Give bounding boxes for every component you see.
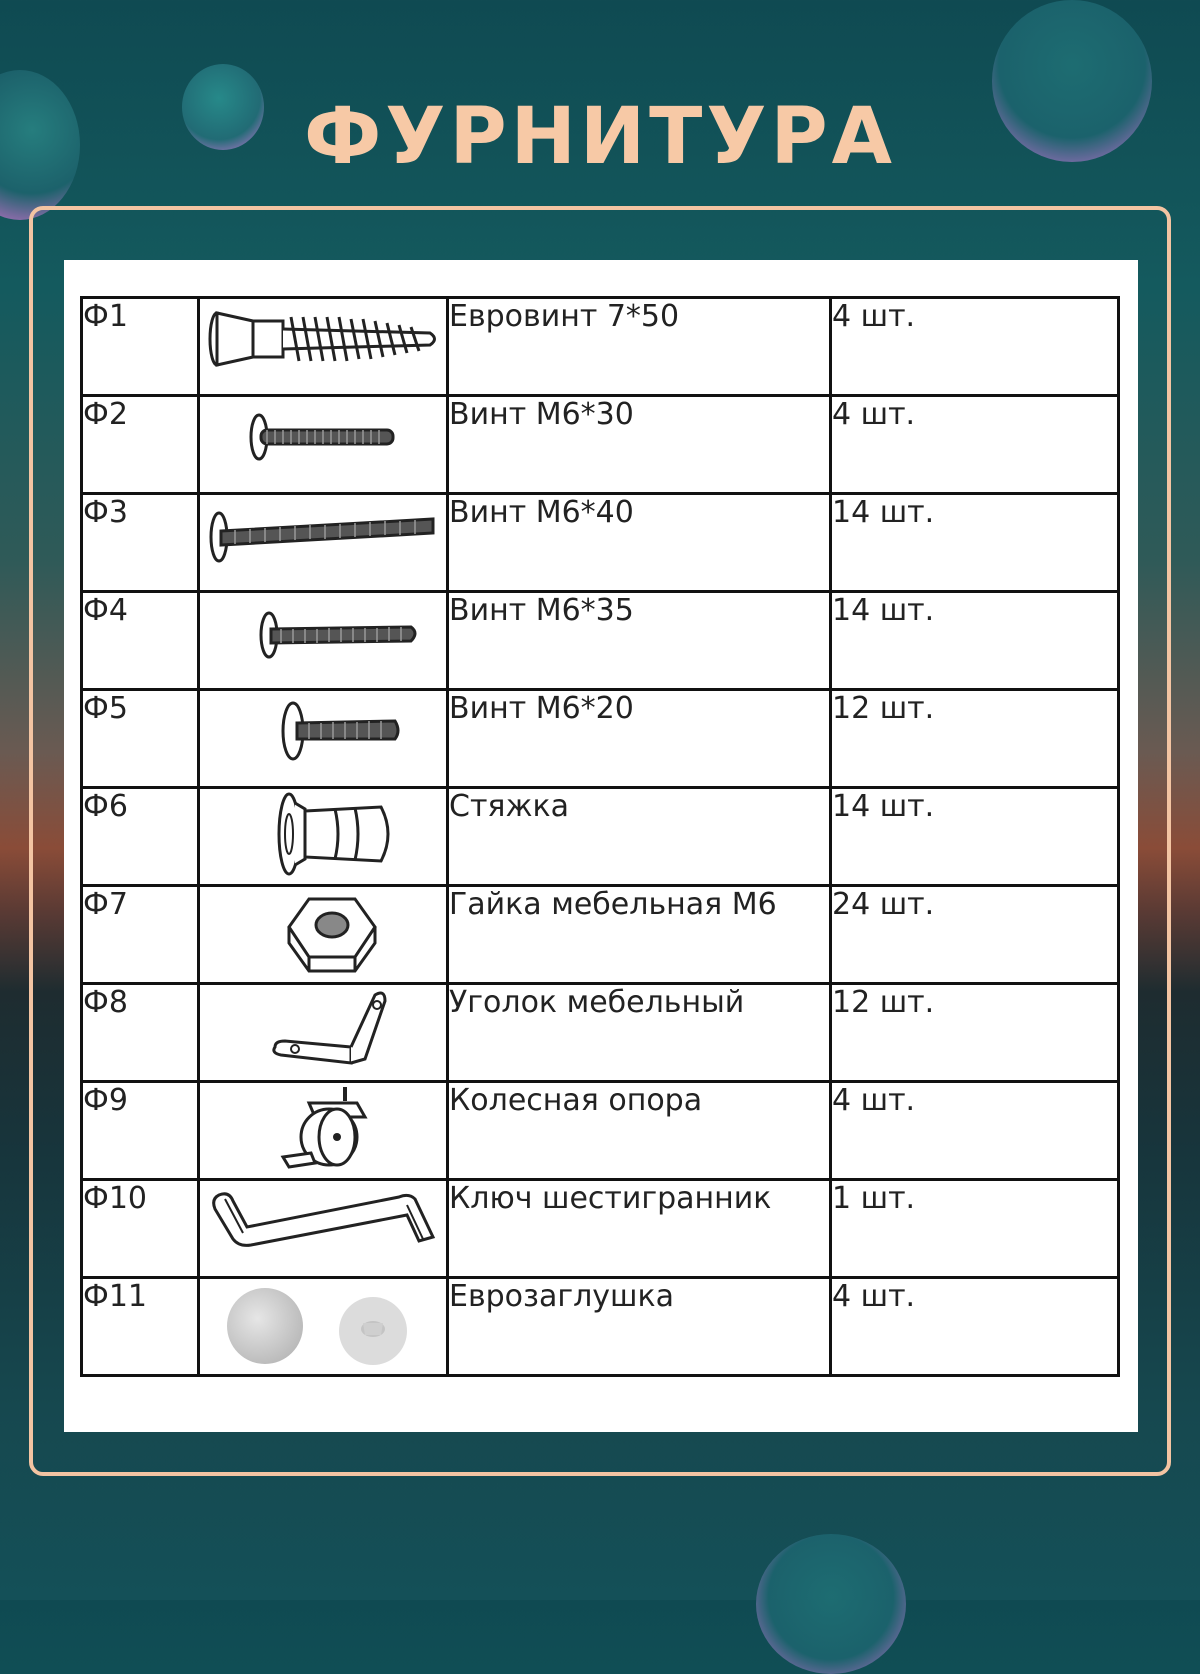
eurovint-icon xyxy=(205,299,441,379)
table-row xyxy=(82,298,1119,396)
part-qty: 14 шт. xyxy=(831,788,1119,886)
part-qty: 14 шт. xyxy=(831,494,1119,592)
part-name: Стяжка xyxy=(448,788,831,886)
part-qty: 14 шт. xyxy=(831,592,1119,690)
screw-short-icon xyxy=(205,691,441,771)
table-row xyxy=(82,1278,1119,1376)
table-row xyxy=(82,886,1119,984)
screw-icon xyxy=(205,397,441,477)
part-code: Ф4 xyxy=(82,592,199,690)
part-name: Винт М6*35 xyxy=(448,592,831,690)
part-qty: 12 шт. xyxy=(831,984,1119,1082)
part-qty: 4 шт. xyxy=(831,1082,1119,1180)
part-qty: 4 шт. xyxy=(831,1278,1119,1376)
table-row xyxy=(82,396,1119,494)
part-qty: 4 шт. xyxy=(831,396,1119,494)
parts-sheet xyxy=(64,260,1138,1432)
part-name: Гайка мебельная М6 xyxy=(448,886,831,984)
part-code: Ф2 xyxy=(82,396,199,494)
part-code: Ф11 xyxy=(82,1278,199,1376)
part-qty: 24 шт. xyxy=(831,886,1119,984)
part-name: Винт М6*30 xyxy=(448,396,831,494)
part-qty: 12 шт. xyxy=(831,690,1119,788)
part-code: Ф9 xyxy=(82,1082,199,1180)
screw-icon xyxy=(205,593,441,673)
part-name: Колесная опора xyxy=(448,1082,831,1180)
tie-sleeve-icon xyxy=(205,789,441,879)
part-name: Еврозаглушка xyxy=(448,1278,831,1376)
screw-long-icon xyxy=(205,495,441,575)
hex-nut-icon xyxy=(205,887,441,977)
part-name: Ключ шестигранник xyxy=(448,1180,831,1278)
parts-table xyxy=(80,296,1120,1377)
page-title: ФУРНИТУРА xyxy=(303,92,897,182)
part-code: Ф3 xyxy=(82,494,199,592)
part-code: Ф5 xyxy=(82,690,199,788)
part-qty: 4 шт. xyxy=(831,298,1119,396)
part-name: Евровинт 7*50 xyxy=(448,298,831,396)
part-code: Ф10 xyxy=(82,1180,199,1278)
hex-key-icon xyxy=(205,1181,441,1261)
part-code: Ф1 xyxy=(82,298,199,396)
part-name: Винт М6*20 xyxy=(448,690,831,788)
table-row xyxy=(82,1082,1119,1180)
decor-bubble xyxy=(756,1534,906,1674)
table-row xyxy=(82,984,1119,1082)
table-row xyxy=(82,1180,1119,1278)
part-code: Ф6 xyxy=(82,788,199,886)
part-name: Уголок мебельный xyxy=(448,984,831,1082)
part-code: Ф7 xyxy=(82,886,199,984)
part-qty: 1 шт. xyxy=(831,1180,1119,1278)
table-row xyxy=(82,592,1119,690)
table-row xyxy=(82,788,1119,886)
table-row xyxy=(82,690,1119,788)
part-name: Винт М6*40 xyxy=(448,494,831,592)
cap-plug-icon xyxy=(205,1279,441,1369)
table-row xyxy=(82,494,1119,592)
corner-bracket-icon xyxy=(205,985,441,1075)
part-code: Ф8 xyxy=(82,984,199,1082)
caster-wheel-icon xyxy=(205,1083,441,1173)
